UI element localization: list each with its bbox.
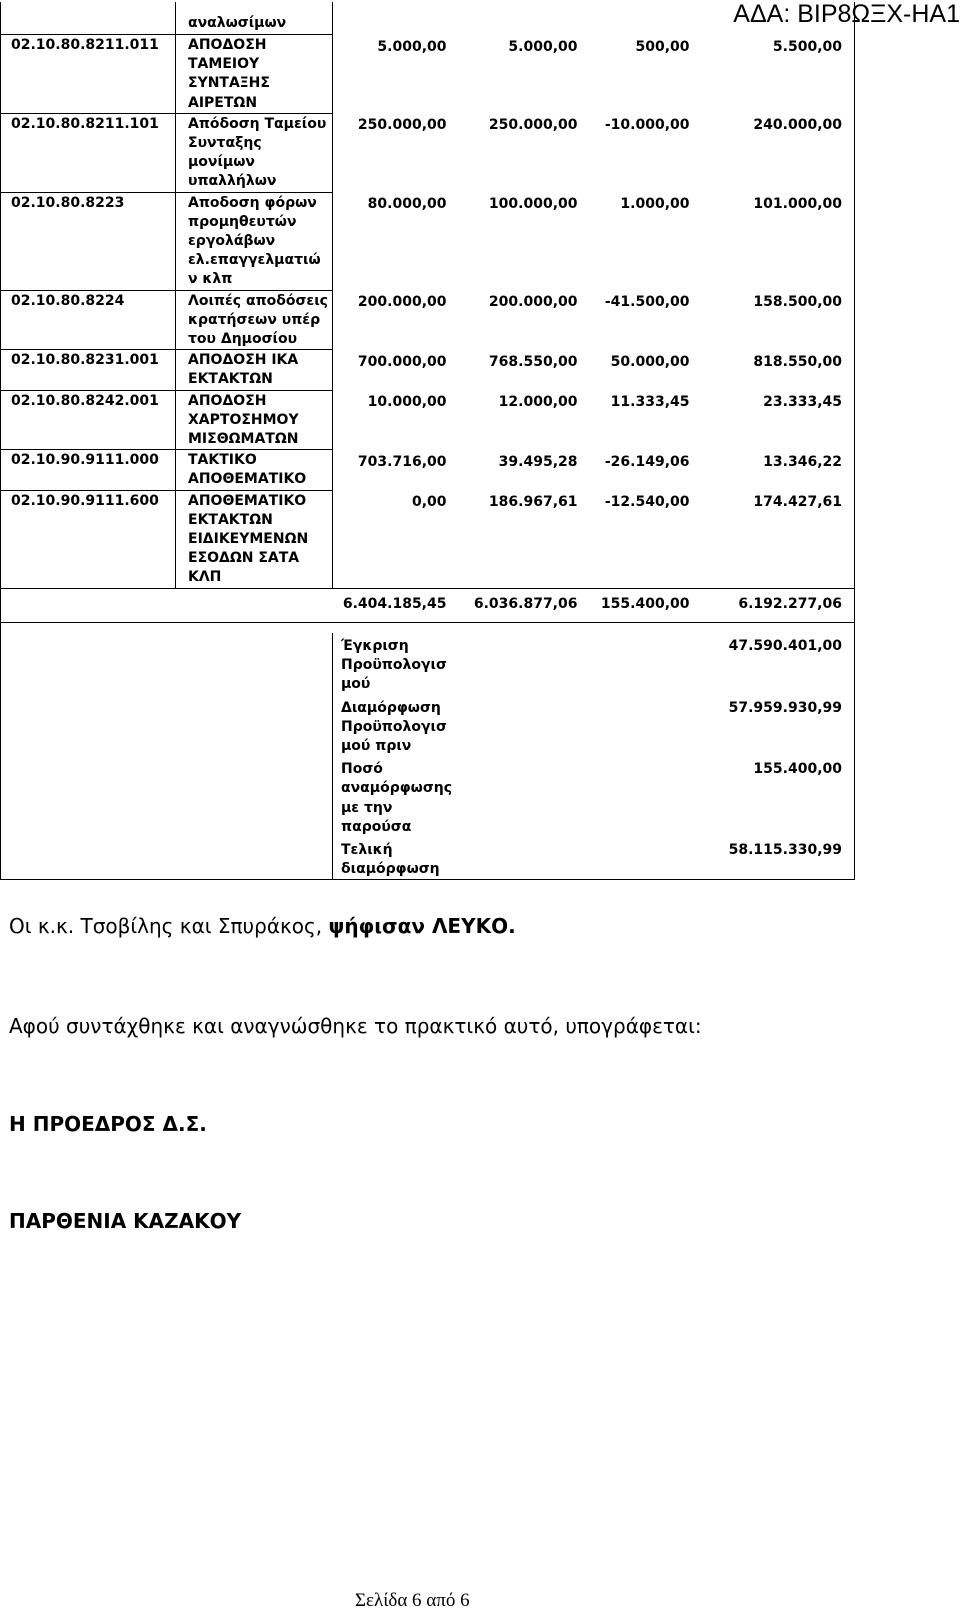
approved-amount: 10.000,00 [333,390,459,450]
account-description: Λοιπές αποδόσεις κρατήσεων υπέρ του Δημοσίου [176,290,333,350]
before-amount: 12.000,00 [498,394,578,411]
change-amount: 11.333,45 [610,394,690,411]
summary-row [1,695,855,757]
final-amount: 174.427,61 [702,490,855,588]
summary-row [1,633,855,695]
total-final: 6.192.277,06 [702,588,855,622]
approved-amount: 5.000,00 [333,35,459,114]
budget-row [1,350,855,390]
account-code: 02.10.80.8223 [1,192,176,290]
budget-row [1,390,855,450]
change-amount: 500,00 [635,38,690,55]
account-code: 02.10.80.8224 [1,290,176,350]
change-amount: -41.500,00 [604,294,690,311]
summary-value: 58.115.330,99 [590,837,855,880]
spacer-row [1,622,855,633]
continuation-text: αναλωσίμων [176,2,333,35]
summary-value: 47.590.401,00 [590,633,855,695]
change-amount: 1.000,00 [620,196,690,213]
budget-row [1,192,855,290]
approved-amount: 700.000,00 [333,350,459,390]
before-amount: 768.550,00 [488,353,578,370]
totals-code-cell [1,588,176,622]
approved-amount: 0,00 [333,490,459,588]
before-amount: 250.000,00 [488,117,578,134]
account-description: ΑΠΟΔΟΣΗ ΙΚΑ ΕΚΤΑΚΤΩΝ [176,350,333,390]
total-approved: 6.404.185,45 [333,588,459,622]
final-amount: 5.500,00 [702,35,855,114]
summary-value: 155.400,00 [590,756,855,837]
summary-label: Έγκριση Προϋπολογισ μού [333,633,459,695]
change-amount: -10.000,00 [604,117,690,134]
budget-row [1,490,855,588]
budget-row [1,450,855,490]
account-description: ΑΠΟΘΕΜΑΤΙΚΟ ΕΚΤΑΚΤΩΝ ΕΙΔΙΚΕΥΜΕΝΩΝ ΕΣΟΔΩΝ ΣΑΤΑ ΚΛΠ [176,490,333,588]
account-code: 02.10.80.8231.001 [1,350,176,390]
account-description: Αποδοση φόρων προμηθευτών εργολάβων ελ.επαγγελματιώ ν κλπ [176,192,333,290]
account-code: 02.10.90.9111.000 [1,450,176,490]
final-amount: 13.346,22 [702,450,855,490]
budget-row [1,113,855,192]
president-name: ΠΑΡΘΕΝΙΑ ΚΑΖΑΚΟΥ [9,1209,242,1233]
account-code: 02.10.90.9111.600 [1,490,176,588]
approved-amount: 250.000,00 [333,113,459,192]
final-amount: 240.000,00 [702,113,855,192]
page-number: Σελίδα 6 από 6 [355,1590,470,1611]
budget-row [1,35,855,114]
account-code: 02.10.80.8211.011 [1,35,176,114]
totals-desc-cell [176,588,333,622]
final-amount: 818.550,00 [702,350,855,390]
budget-table [0,2,855,880]
final-amount: 23.333,45 [702,390,855,450]
before-amount: 100.000,00 [488,196,578,213]
before-amount: 39.495,28 [498,453,578,470]
before-amount: 5.000,00 [508,38,578,55]
vote-bold: ψήφισαν ΛΕΥΚΟ. [328,914,516,938]
account-code: 02.10.80.8211.101 [1,113,176,192]
ada-code: ΑΔΑ: ΒΙΡ8ΩΞΧ-ΗΑ1 [733,0,960,28]
summary-label: Ποσό αναμόρφωσης με την παρούσα [333,756,459,837]
change-amount: 50.000,00 [610,353,690,370]
final-amount: 158.500,00 [702,290,855,350]
summary-label: Διαμόρφωση Προϋπολογισ μού πριν [333,695,459,757]
budget-row [1,290,855,350]
closing-statement: Αφού συντάχθηκε και αναγνώσθηκε το πρακτικό αυτό, υπογράφεται: [9,1014,702,1038]
change-amount: -26.149,06 [604,453,690,470]
account-description: Απόδοση Ταμείου Συνταξης μονίμων υπαλλήλων [176,113,333,192]
before-amount: 186.967,61 [488,494,578,511]
before-amount: 200.000,00 [488,294,578,311]
approved-amount: 80.000,00 [333,192,459,290]
account-code: 02.10.80.8242.001 [1,390,176,450]
summary-value: 57.959.930,99 [590,695,855,757]
vote-prefix: Οι κ.κ. Τσοβίλης και Σπυράκος, [9,914,329,938]
summary-label: Τελική διαμόρφωση [333,837,459,880]
president-title: Η ΠΡΟΕΔΡΟΣ Δ.Σ. [9,1112,207,1136]
totals-row [1,588,855,622]
account-description: ΑΠΟΔΟΣΗ ΧΑΡΤΟΣΗΜΟΥ ΜΙΣΘΩΜΑΤΩΝ [176,390,333,450]
vote-statement [9,914,516,938]
continuation-row [1,2,855,35]
change-amount: -12.540,00 [604,494,690,511]
approved-amount: 703.716,00 [333,450,459,490]
approved-amount: 200.000,00 [333,290,459,350]
total-change: 155.400,00 [590,588,702,622]
final-amount: 101.000,00 [702,192,855,290]
summary-row [1,756,855,837]
summary-row [1,837,855,880]
account-description: ΑΠΟΔΟΣΗ ΤΑΜΕΙΟΥ ΣΥΝΤΑΞΗΣ ΑΙΡΕΤΩΝ [176,35,333,114]
account-description: ΤΑΚΤΙΚΟ ΑΠΟΘΕΜΑΤΙΚΟ [176,450,333,490]
total-before: 6.036.877,06 [459,588,590,622]
